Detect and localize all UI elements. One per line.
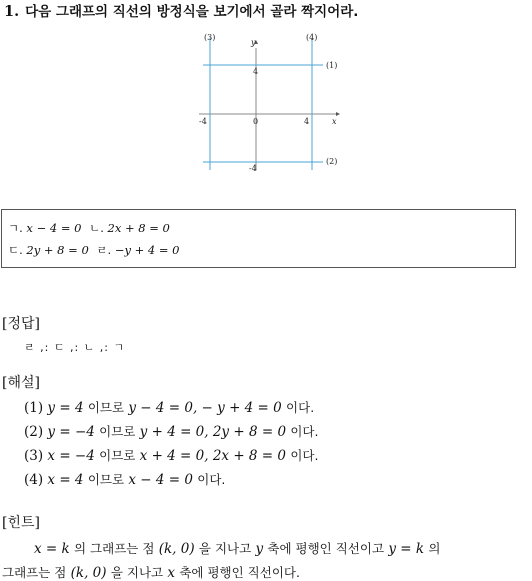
question-title (4, 0, 358, 20)
hint-line-2 (2, 563, 300, 581)
choice-mark-d: ㄹ. (96, 243, 112, 257)
solution-line-2 (24, 422, 318, 440)
solution-num: (3) (24, 448, 44, 464)
solution-math: y − 4 = 0, − y + 4 = 0 (128, 400, 282, 416)
choice-eq-d: −y + 4 = 0 (114, 243, 180, 257)
solution-kr: 이므로 (87, 400, 125, 415)
solution-label: [해설] (2, 375, 40, 391)
hint-kr: 그래프는 점 (2, 565, 67, 580)
y-axis-label: y (251, 38, 256, 47)
solution-math: x = 4 (47, 472, 84, 488)
hint-kr: 축에 평행인 직선이고 (267, 541, 385, 556)
solution-line-1 (24, 398, 314, 416)
solution-kr: 이므로 (99, 448, 136, 463)
hint-kr: 을 지나고 (110, 565, 164, 580)
solution-math: y = 4 (47, 400, 84, 416)
line-2-label: (2) (326, 157, 338, 166)
question-number: 1. (4, 3, 20, 20)
hint-kr: 의 (428, 541, 441, 556)
tick-label-left: -4 (199, 117, 207, 126)
solution-num: (4) (24, 472, 44, 488)
choice-eq-a: x − 4 = 0 (26, 221, 82, 235)
hint-label: [힌트] (2, 515, 40, 531)
solution-math: x + 4 = 0, 2x + 8 = 0 (139, 448, 287, 464)
hint-math: (k, 0) (158, 541, 195, 557)
solution-math: y + 4 = 0, 2y + 8 = 0 (139, 424, 287, 440)
line-3-label: (3) (204, 33, 216, 42)
solution-kr: 이다. (197, 472, 226, 487)
choice-mark-a: ㄱ. (8, 221, 23, 235)
solution-line-3 (24, 446, 318, 464)
question-text: 다음 그래프의 직선의 방정식을 보기에서 골라 짝지어라. (25, 4, 359, 20)
choice-mark-c: ㄷ. (8, 243, 23, 257)
solution-kr: 이므로 (87, 472, 125, 487)
x-axis-arrow (336, 112, 340, 116)
solution-kr: 이다. (286, 400, 315, 415)
line-4-label: (4) (306, 33, 318, 42)
hint-kr: 축에 평행인 직선이다. (179, 565, 300, 580)
tick-label-top: 4 (253, 67, 259, 76)
choice-eq-b: 2x + 8 = 0 (107, 221, 170, 235)
solution-math: x − 4 = 0 (128, 472, 193, 488)
solution-math: y = −4 (47, 424, 95, 440)
choices-box (1, 209, 516, 268)
hint-math: x (167, 565, 176, 581)
hint-kr: 을 지나고 (198, 541, 252, 556)
choice-eq-c: 2y + 8 = 0 (26, 243, 89, 257)
hint-math: (k, 0) (70, 565, 107, 581)
solution-num: (2) (24, 424, 44, 440)
hint-math: x = k (34, 541, 70, 557)
hint-line-1 (34, 539, 440, 557)
solution-line-4 (24, 470, 225, 488)
hint-math: y = k (388, 541, 425, 557)
coordinate-graph (195, 30, 345, 175)
solution-kr: 이다. (290, 448, 319, 463)
solution-num: (1) (24, 400, 44, 416)
choice-mark-b: ㄴ. (89, 221, 104, 235)
choice-row-1 (8, 220, 170, 236)
hint-math: y (255, 541, 264, 557)
x-axis-label: x (332, 117, 337, 126)
hint-kr: 의 그래프는 점 (74, 541, 155, 556)
tick-label-bottom: -4 (249, 164, 257, 173)
solution-math: x = −4 (47, 448, 95, 464)
tick-label-right: 4 (304, 117, 310, 126)
answer-label: [정답] (2, 316, 40, 332)
solution-kr: 이므로 (99, 424, 136, 439)
tick-label-origin: 0 (253, 117, 259, 126)
line-1-label: (1) (326, 61, 338, 70)
answer-text: ㄹ ,: ㄷ ,: ㄴ ,: ㄱ (24, 341, 126, 354)
solution-kr: 이다. (290, 424, 319, 439)
choice-row-2 (8, 242, 180, 258)
